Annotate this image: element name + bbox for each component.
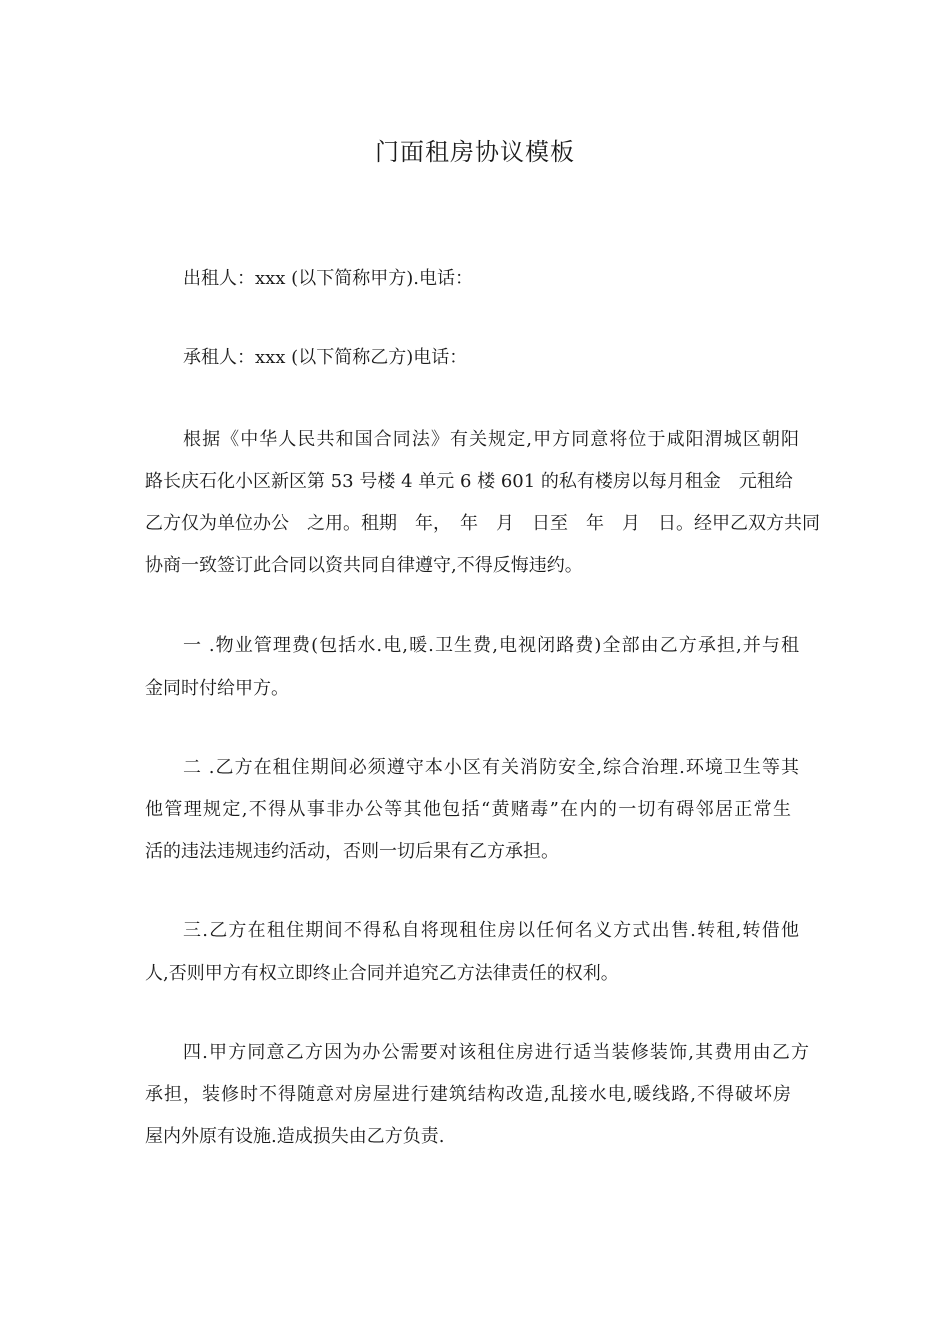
clause-2-line-2: 他管理规定,不得从事非办公等其他包括“黄赌毒”在内的一切有碍邻居正常生 [145,799,791,820]
document-title: 门面租房协议模板 [375,138,575,166]
intro-line-2: 路长庆石化小区新区第 53 号楼 4 单元 6 楼 601 的私有楼房以每月租金 元租给 [145,471,793,492]
intro-line-3: 乙方仅为单位办公 之用。租期 年， 年 月 日至 年 月 日。经甲乙双方共同 [145,513,820,534]
clause-1-line-2: 金同时付给甲方。 [145,678,289,699]
clause-3-line-1: 三.乙方在租住期间不得私自将现租住房以任何名义方式出售.转租,转借他 [183,920,799,941]
clause-1-line-1: 一 .物业管理费(包括水.电,暖.卫生费,电视闭路费)全部由乙方承担,并与租 [183,635,799,656]
lessee-line: 承租人：xxx (以下简称乙方)电话： [183,347,468,368]
clause-4-line-2: 承担，装修时不得随意对房屋进行建筑结构改造,乱接水电,暖线路,不得破坏房 [145,1084,791,1105]
lessor-line: 出租人：xxx (以下简称甲方).电话： [183,268,473,289]
intro-line-1: 根据《中华人民共和国合同法》有关规定,甲方同意将位于咸阳渭城区朝阳 [183,429,799,450]
clause-2-line-1: 二 .乙方在租住期间必须遵守本小区有关消防安全,综合治理.环境卫生等其 [183,757,799,778]
clause-4-line-1: 四.甲方同意乙方因为办公需要对该租住房进行适当装修装饰,其费用由乙方 [183,1042,809,1063]
intro-line-4: 协商一致签订此合同以资共同自律遵守,不得反悔违约。 [145,555,583,576]
clause-2-line-3: 活的违法违规违约活动，否则一切后果有乙方承担。 [145,841,559,862]
clause-4-line-3: 屋内外原有设施.造成损失由乙方负责. [145,1126,445,1147]
clause-3-line-2: 人,否则甲方有权立即终止合同并追究乙方法律责任的权利。 [145,963,619,984]
